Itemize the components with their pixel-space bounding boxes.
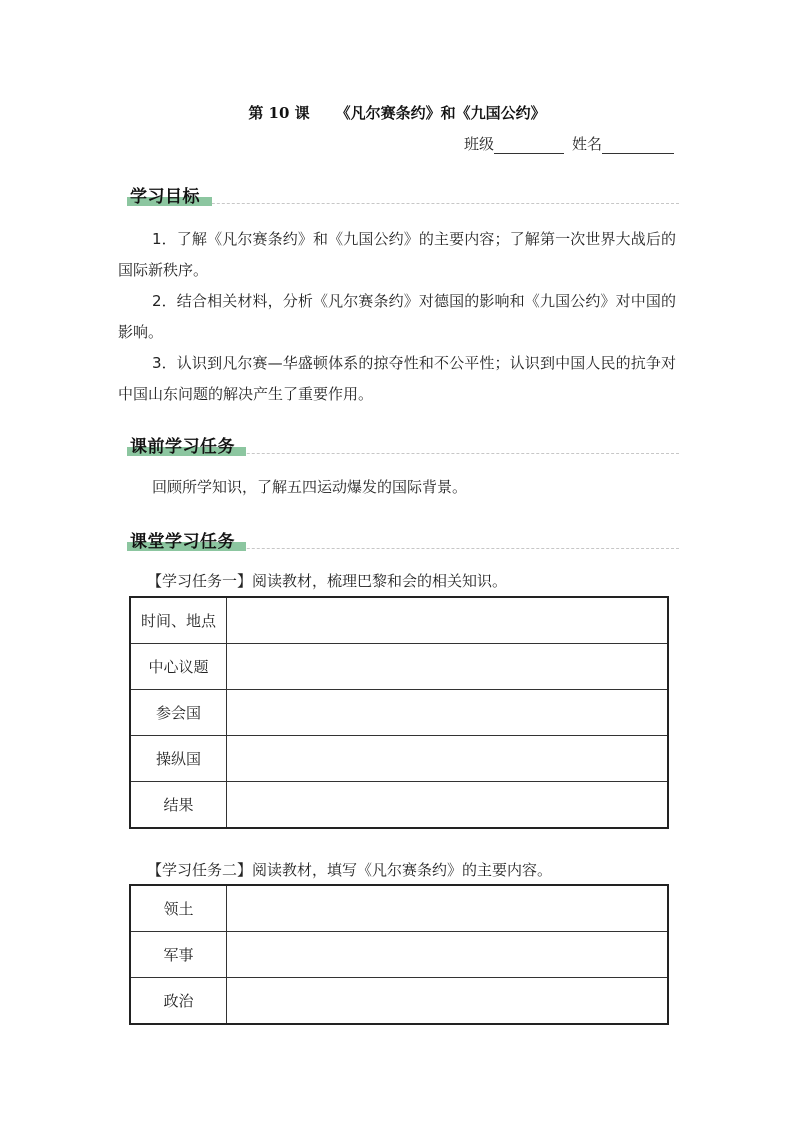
answer-cell[interactable] bbox=[227, 885, 669, 932]
answer-cell[interactable] bbox=[227, 782, 669, 829]
answer-cell[interactable] bbox=[227, 690, 669, 736]
answer-cell[interactable] bbox=[227, 644, 669, 690]
goal-item: 1．了解《凡尔赛条约》和《九国公约》的主要内容；了解第一次世界大战后的国际新秩序。 bbox=[118, 230, 676, 279]
task1-intro: 【学习任务一】阅读教材，梳理巴黎和会的相关知识。 bbox=[147, 572, 508, 590]
task2-intro: 【学习任务二】阅读教材，填写《凡尔赛条约》的主要内容。 bbox=[147, 861, 553, 879]
table-row bbox=[130, 782, 668, 829]
name-blank[interactable] bbox=[602, 136, 674, 154]
row-label: 时间、地点 bbox=[130, 597, 227, 644]
answer-cell[interactable] bbox=[227, 932, 669, 978]
goal-item: 2．结合相关材料，分析《凡尔赛条约》对德国的影响和《九国公约》对中国的影响。 bbox=[118, 292, 676, 341]
row-label: 中心议题 bbox=[130, 644, 227, 690]
table-row bbox=[130, 978, 668, 1025]
lesson-number: 第 10 课 bbox=[248, 104, 310, 122]
section-preclass bbox=[127, 432, 679, 458]
class-label: 班级 bbox=[463, 135, 494, 153]
row-label: 领土 bbox=[130, 885, 227, 932]
row-label: 政治 bbox=[130, 978, 227, 1025]
class-blank[interactable] bbox=[494, 136, 564, 154]
preclass-text: 回顾所学知识，了解五四运动爆发的国际背景。 bbox=[152, 478, 468, 496]
row-label: 参会国 bbox=[130, 690, 227, 736]
table-row bbox=[130, 932, 668, 978]
answer-cell[interactable] bbox=[227, 597, 669, 644]
page-title bbox=[0, 102, 794, 123]
section-heading: 课前学习任务 bbox=[130, 437, 235, 457]
task1-table bbox=[129, 596, 669, 829]
answer-cell[interactable] bbox=[227, 736, 669, 782]
row-label: 操纵国 bbox=[130, 736, 227, 782]
section-heading: 学习目标 bbox=[130, 187, 200, 207]
section-heading: 课堂学习任务 bbox=[130, 532, 235, 552]
row-label: 军事 bbox=[130, 932, 227, 978]
student-info bbox=[464, 133, 674, 154]
section-goals bbox=[127, 182, 679, 208]
section-inclass bbox=[127, 527, 679, 553]
row-label: 结果 bbox=[130, 782, 227, 829]
name-label: 姓名 bbox=[571, 135, 602, 153]
table-row bbox=[130, 736, 668, 782]
table-row bbox=[130, 885, 668, 932]
table-row bbox=[130, 597, 668, 644]
answer-cell[interactable] bbox=[227, 978, 669, 1025]
task2-table bbox=[129, 884, 669, 1025]
goal-item: 3．认识到凡尔赛—华盛顿体系的掠夺性和不公平性；认识到中国人民的抗争对中国山东问题的解决产生了重要作用。 bbox=[118, 354, 676, 403]
table-row bbox=[130, 644, 668, 690]
table-row bbox=[130, 690, 668, 736]
lesson-title: 《凡尔赛条约》和《九国公约》 bbox=[335, 104, 546, 122]
